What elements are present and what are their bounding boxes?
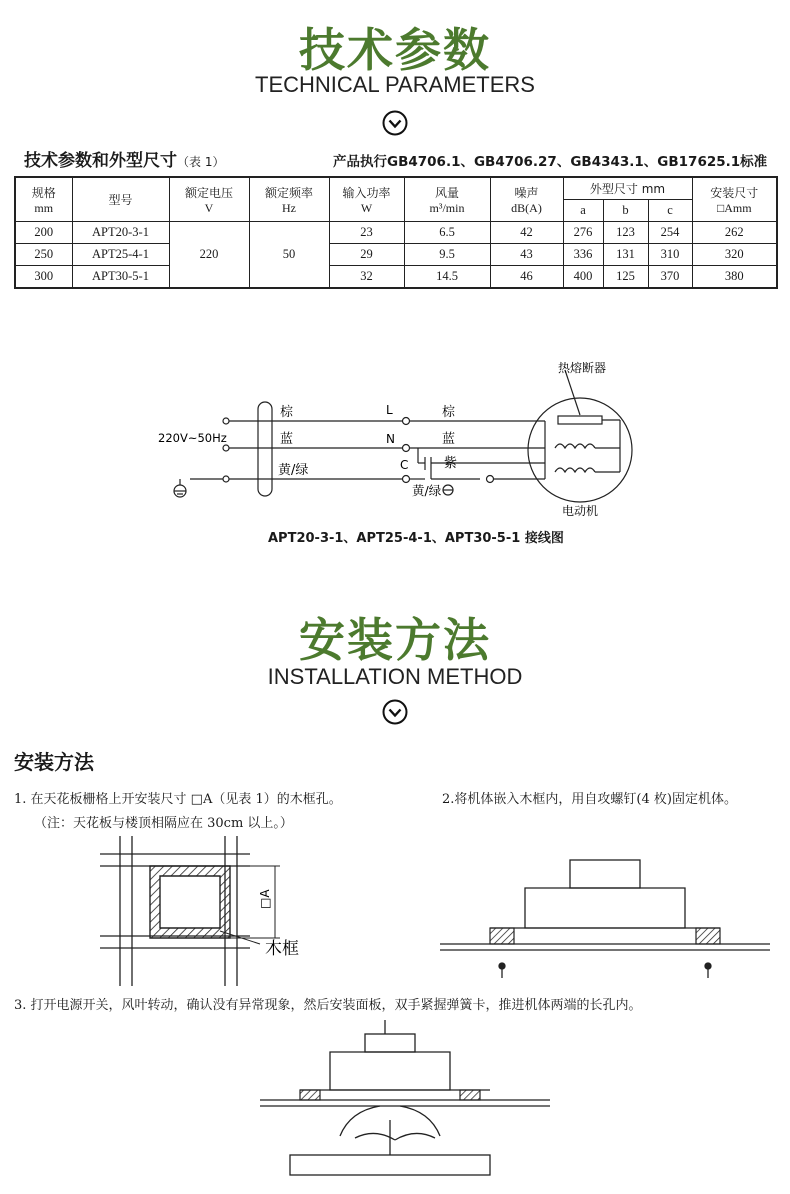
cell-a: 276	[563, 222, 603, 244]
table-row	[15, 244, 777, 266]
standards-note: 产品执行GB4706.1、GB4706.27、GB4343.1、GB17625.1标准	[333, 154, 768, 170]
install-step-3: 3. 打开电源开关，风叶转动，确认没有异常现象，然后安装面板，双手紧握弹簧卡，推进机体两端的长孔内。	[14, 998, 642, 1013]
cell-power: 29	[329, 244, 404, 266]
cell-spec: 200	[15, 222, 72, 244]
th-spec: 规格 mm	[15, 177, 72, 222]
section-title-tech: 技术参数	[299, 23, 491, 77]
wire-left-brown: 棕	[280, 405, 294, 420]
cell-model: APT30-5-1	[72, 266, 169, 289]
chevron-down-icon	[382, 110, 408, 136]
th-dims: 外型尺寸 mm	[563, 177, 692, 200]
wiring-diagram	[150, 350, 650, 520]
frame-dimension: □A	[258, 889, 272, 909]
fan-mount-drawing	[440, 856, 770, 986]
table-row	[15, 266, 777, 289]
cell-spec: 300	[15, 266, 72, 289]
fuse-label: 热熔断器	[558, 361, 607, 375]
install-step-1: 1. 在天花板栅格上开安装尺寸 □A（见表 1）的木框孔。	[14, 792, 342, 807]
cell-spec: 250	[15, 244, 72, 266]
cell-c: 370	[648, 266, 692, 289]
section-subtitle-install: INSTALLATION METHOD	[267, 664, 523, 689]
cell-noise: 46	[490, 266, 563, 289]
cell-noise: 43	[490, 244, 563, 266]
cell-install: 262	[692, 222, 777, 244]
install-step-2: 2.将机体嵌入木框内，用自攻螺钉(4 枚)固定机体。	[442, 792, 737, 807]
wire-right-yg: 黄/绿	[412, 483, 442, 498]
table-title: 技术参数和外型尺寸（表 1）	[24, 151, 225, 171]
th-dim-a: a	[563, 200, 603, 222]
install-heading: 安装方法	[14, 750, 94, 774]
th-dim-b: b	[603, 200, 648, 222]
th-power: 输入功率 W	[329, 177, 404, 222]
cell-b: 123	[603, 222, 648, 244]
wire-left-blue: 蓝	[280, 432, 294, 447]
chevron-down-icon	[382, 699, 408, 725]
cell-c: 310	[648, 244, 692, 266]
screw-icon	[499, 963, 711, 978]
cell-power: 23	[329, 222, 404, 244]
motor-label: 电动机	[562, 504, 599, 518]
supply-label: 220V~50Hz	[158, 431, 227, 445]
wiring-caption: APT20-3-1、APT25-4-1、APT30-5-1 接线图	[268, 531, 564, 546]
cell-install: 380	[692, 266, 777, 289]
wire-right-blue: 蓝	[442, 432, 456, 447]
cell-airflow: 9.5	[404, 244, 490, 266]
parameters-table	[14, 176, 778, 289]
cell-a: 400	[563, 266, 603, 289]
cell-install: 320	[692, 244, 777, 266]
cell-model: APT25-4-1	[72, 244, 169, 266]
wire-left-yg: 黄/绿	[278, 463, 309, 478]
th-voltage: 额定电压 V	[169, 177, 249, 222]
cell-a: 336	[563, 244, 603, 266]
cell-c: 254	[648, 222, 692, 244]
terminal-N: N	[386, 432, 395, 446]
table-row	[15, 222, 777, 244]
cell-power: 32	[329, 266, 404, 289]
cell-airflow: 14.5	[404, 266, 490, 289]
cell-airflow: 6.5	[404, 222, 490, 244]
cell-b: 125	[603, 266, 648, 289]
section-subtitle-tech: TECHNICAL PARAMETERS	[255, 72, 535, 97]
th-freq: 额定频率 Hz	[249, 177, 329, 222]
th-dim-c: c	[648, 200, 692, 222]
th-airflow: 风量 m³/min	[404, 177, 490, 222]
ceiling-frame-drawing	[100, 836, 320, 996]
section-title-install: 安装方法	[299, 613, 491, 667]
cell-b: 131	[603, 244, 648, 266]
panel-install-drawing	[260, 1020, 550, 1190]
terminal-C: C	[400, 458, 409, 472]
th-install: 安装尺寸 □Amm	[692, 177, 777, 222]
cell-freq: 50	[249, 222, 329, 289]
cell-voltage: 220	[169, 222, 249, 289]
frame-label: 木框	[265, 939, 299, 959]
install-step-1-note: （注：天花板与楼顶相隔应在 30cm 以上。）	[34, 816, 293, 831]
terminal-L: L	[386, 403, 393, 417]
wire-right-purple: 紫	[444, 456, 458, 471]
th-noise: 噪声 dB(A)	[490, 177, 563, 222]
cell-model: APT20-3-1	[72, 222, 169, 244]
cell-noise: 42	[490, 222, 563, 244]
th-model: 型号	[72, 177, 169, 222]
wire-right-brown: 棕	[442, 405, 456, 420]
